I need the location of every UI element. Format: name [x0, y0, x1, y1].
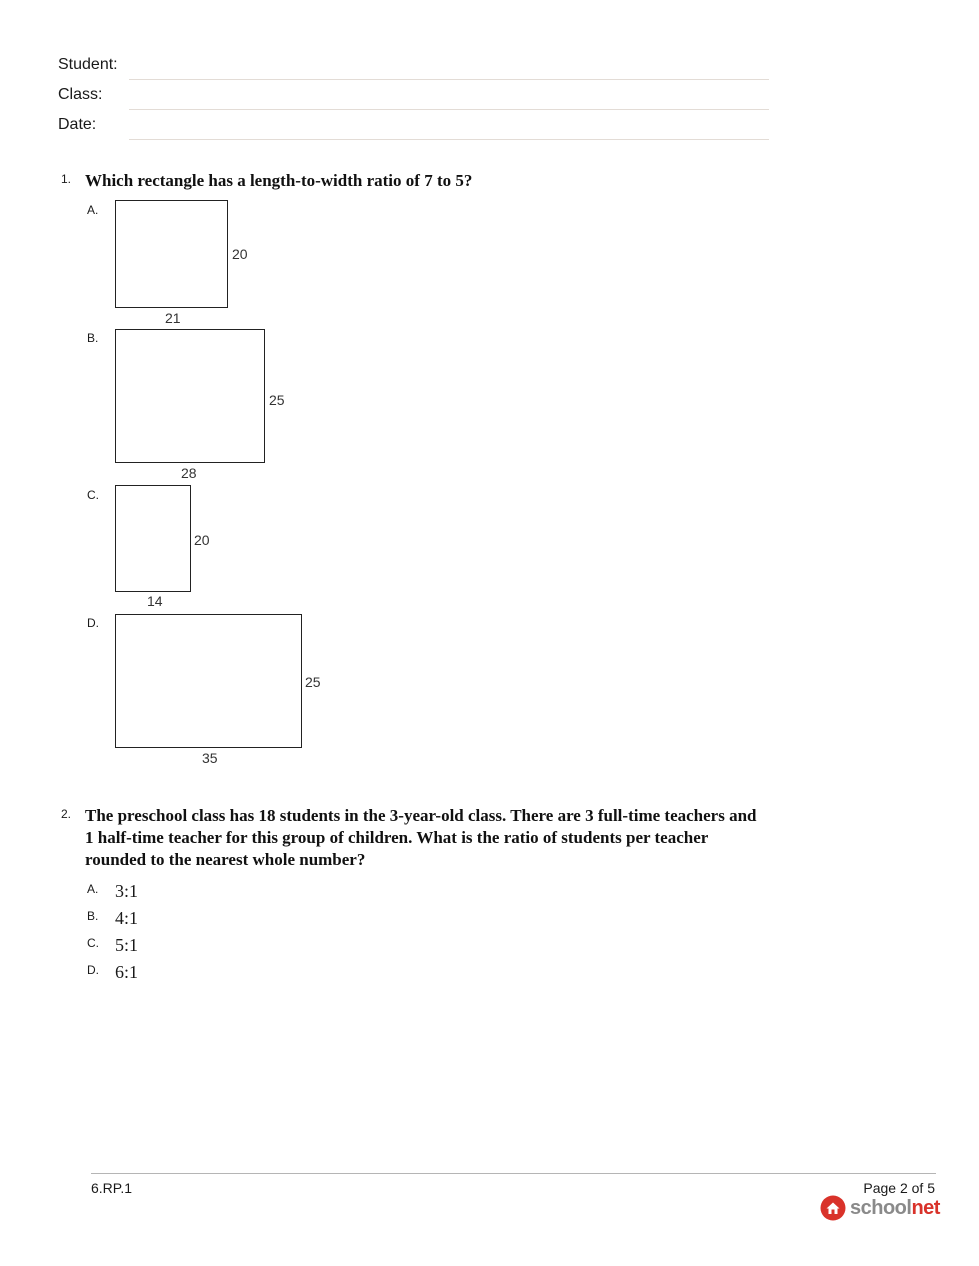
- q2-option-b-answer[interactable]: 4:1: [115, 908, 139, 928]
- logo-school-text: school: [850, 1196, 912, 1219]
- question-1-text: Which rectangle has a length-to-width ratio of 7 to 5?: [85, 171, 473, 190]
- question-1-number: 1.: [61, 172, 72, 186]
- date-line[interactable]: [129, 139, 769, 140]
- q1-option-b-width: 25: [269, 392, 285, 408]
- q1-option-d-rectangle[interactable]: [115, 614, 302, 748]
- q1-option-d-width: 25: [305, 674, 321, 690]
- q1-option-c-letter: C.: [87, 488, 99, 502]
- q2-option-a-letter: A.: [87, 882, 99, 896]
- house-icon: [820, 1195, 846, 1221]
- date-label: Date:: [58, 116, 97, 133]
- class-name-line[interactable]: [129, 109, 769, 110]
- q1-option-c-width: 20: [194, 532, 210, 548]
- q1-option-b-letter: B.: [87, 331, 99, 345]
- footer-standard: 6.RP.1: [91, 1180, 132, 1196]
- q2-option-d-answer[interactable]: 6:1: [115, 962, 139, 982]
- q2-option-c-letter: C.: [87, 936, 99, 950]
- footer-divider: [91, 1173, 936, 1174]
- q1-option-a-length: 21: [165, 310, 181, 326]
- q1-option-d-length: 35: [202, 750, 218, 766]
- q2-option-c-answer[interactable]: 5:1: [115, 935, 139, 955]
- q1-option-a-rectangle[interactable]: [115, 200, 228, 308]
- q1-option-a-width: 20: [232, 246, 248, 262]
- q2-option-d-letter: D.: [87, 963, 99, 977]
- q2-option-a-answer[interactable]: 3:1: [115, 881, 139, 901]
- logo-net-text: net: [911, 1196, 940, 1219]
- q1-option-c-length: 14: [147, 593, 163, 609]
- q1-option-b-rectangle[interactable]: [115, 329, 265, 463]
- question-2-number: 2.: [61, 807, 72, 821]
- logo-wordmark: [850, 1197, 940, 1220]
- q1-option-a-letter: A.: [87, 203, 99, 217]
- question-2-text: The preschool class has 18 students in the 3-year-old class. There are 3 full-time teachers and 1 half-time teacher for this group of children. What is the ratio of students per teacher rounded to the nearest whole number?: [85, 806, 757, 869]
- student-name-line[interactable]: [129, 79, 769, 80]
- class-label: Class:: [58, 86, 103, 103]
- footer-page-number: Page 2 of 5: [863, 1180, 935, 1196]
- schoolnet-logo: [820, 1195, 940, 1221]
- q2-option-b-letter: B.: [87, 909, 99, 923]
- q1-option-d-letter: D.: [87, 616, 99, 630]
- q1-option-c-rectangle[interactable]: [115, 485, 191, 592]
- student-label: Student:: [58, 56, 118, 73]
- q1-option-b-length: 28: [181, 465, 197, 481]
